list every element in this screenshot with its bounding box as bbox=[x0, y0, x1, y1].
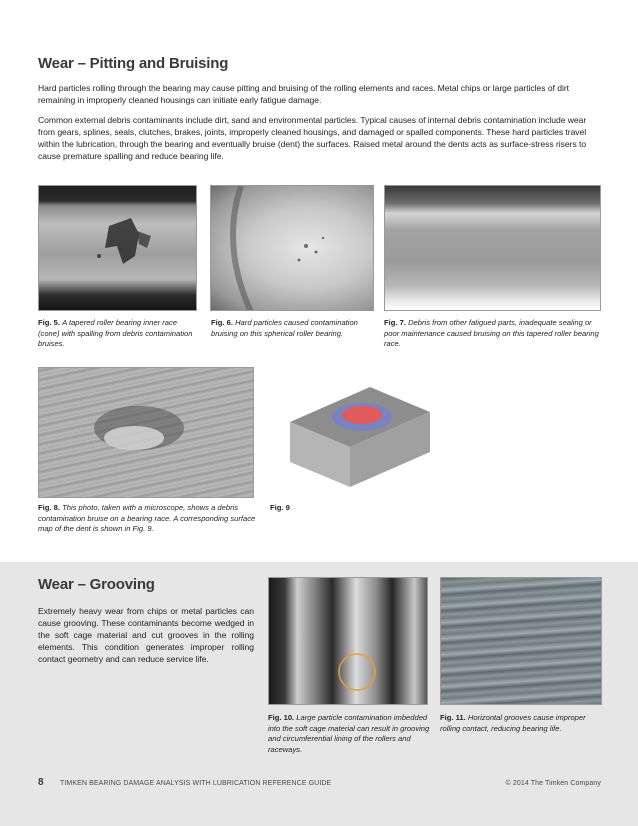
fig-5-image bbox=[38, 185, 197, 311]
fig-6-bruise-graphic bbox=[211, 186, 374, 311]
page-number: 8 bbox=[38, 777, 44, 788]
fig-10-text: Large particle contamination imbedded into the soft cage material can result in grooving and circumferential lining of the rollers and raceways. bbox=[268, 713, 430, 754]
fig-7-caption bbox=[384, 318, 599, 350]
fig-7-label: Fig. 7. bbox=[384, 318, 406, 327]
fig-7-image bbox=[384, 185, 601, 311]
fig-5-text: A tapered roller bearing inner race (cone) with spalling from debris contamination bruises. bbox=[38, 318, 193, 349]
fig-8-caption bbox=[38, 503, 258, 535]
fig-6-caption bbox=[211, 318, 376, 339]
fig-11-caption bbox=[440, 713, 600, 734]
section-title-grooving: Wear – Grooving bbox=[38, 576, 155, 593]
fig-11-text: Horizontal grooves cause improper rolling contact, reducing bearing life. bbox=[440, 713, 586, 733]
fig-8-label: Fig. 8. bbox=[38, 503, 60, 512]
pitting-paragraph-1: Hard particles rolling through the bearing may cause pitting and bruising of the rolling elements and races. Metal chips or large particles of dirt remaining in improperly cleaned housings can initiate early fatigue damage. bbox=[38, 83, 569, 105]
fig-5-label: Fig. 5. bbox=[38, 318, 60, 327]
footer-guide-title: TIMKEN BEARING DAMAGE ANALYSIS WITH LUBRICATION REFERENCE GUIDE bbox=[60, 780, 332, 787]
fig-9-caption bbox=[270, 503, 330, 514]
fig-9-surface-map bbox=[270, 367, 438, 507]
fig-7-text: Debris from other fatigued parts, inadequate sealing or poor maintenance caused bruising on this tapered roller bearing race. bbox=[384, 318, 599, 349]
footer-copyright: © 2014 The Timken Company bbox=[505, 780, 601, 787]
fig-11-image bbox=[440, 577, 602, 705]
fig-8-text: This photo, taken with a microscope, shows a debris contamination bruise on a bearing race. A corresponding surface map of the dent is shown in Fig. 9. bbox=[38, 503, 256, 534]
fig-9-image bbox=[270, 367, 438, 507]
fig-8-image bbox=[38, 367, 254, 498]
pitting-paragraph-2: Common external debris contaminants include dirt, sand and environmental particles. Typical causes of internal debris contamination include wear from gears, splines, seals, clutches, brakes, joints, improperly cleaned housings, and damaged or spalled components. These hard particles travel within the lubrication, through the bearing and eventually bruise (dent) the surfaces. Raised metal around the dents acts as surface-stress risers to cause premature spalling and reduce bearing life. bbox=[38, 115, 587, 161]
fig-6-label: Fig. 6. bbox=[211, 318, 233, 327]
fig-11-label: Fig. 11. bbox=[440, 713, 466, 722]
fig-9-label: Fig. 9 bbox=[270, 503, 290, 512]
fig-5-caption bbox=[38, 318, 198, 350]
fig-6-text: Hard particles caused contamination bruising on this spherical roller bearing. bbox=[211, 318, 358, 338]
fig-10-caption bbox=[268, 713, 433, 755]
fig-10-label: Fig. 10. bbox=[268, 713, 295, 722]
fig-8-dent-graphic bbox=[39, 368, 254, 498]
section-title-pitting: Wear – Pitting and Bruising bbox=[38, 55, 229, 72]
fig-5-spall-graphic bbox=[39, 186, 197, 311]
fig-6-image bbox=[210, 185, 374, 311]
fig-10-image bbox=[268, 577, 428, 705]
grooving-paragraph: Extremely heavy wear from chips or metal particles can cause grooving. These contaminants become wedged in the soft cage material and cut grooves in the rolling elements. This condition generates improper rolling contact geometry and can reduce service life. bbox=[38, 606, 254, 664]
fig-10-cage-graphic bbox=[269, 578, 428, 705]
